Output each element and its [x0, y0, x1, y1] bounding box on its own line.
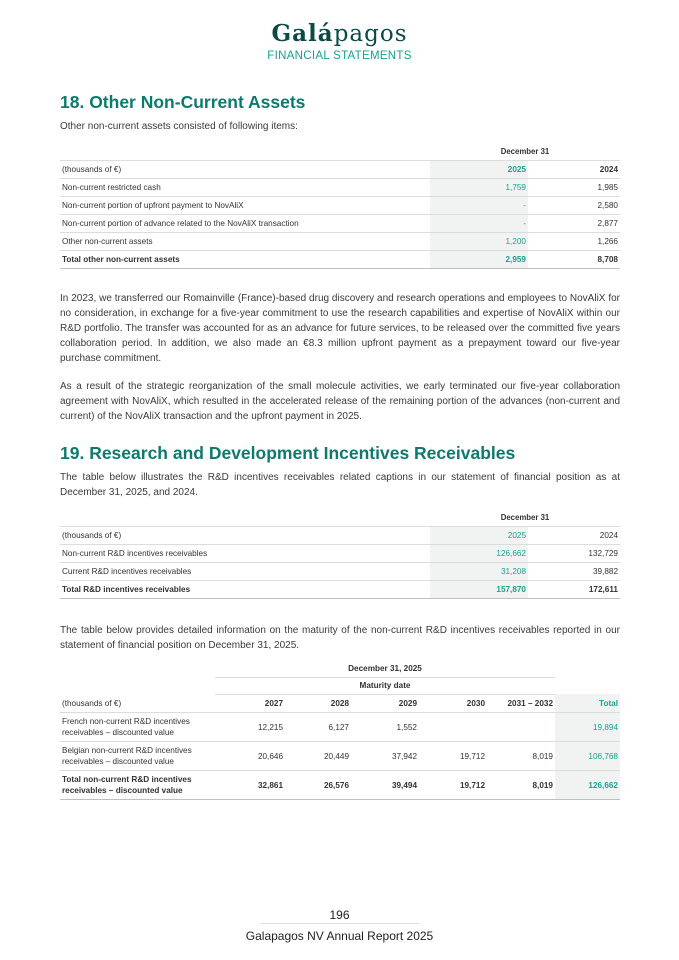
col-2025-header: 2025: [430, 161, 528, 179]
section-18-intro: Other non-current assets consisted of following items:: [60, 121, 298, 132]
maturity-intro-paragraph: The table below provides detailed information on the maturity of the non-current R&D incentives receivables reported in our statement of financial position on December 31, 2025.: [60, 625, 620, 651]
unit-label: (thousands of €): [60, 694, 215, 713]
section-subtitle: FINANCIAL STATEMENTS: [267, 50, 412, 62]
period-header: December 31: [430, 143, 620, 161]
section-18-title: 18. Other Non-Current Assets: [60, 92, 306, 112]
table-row: Non-current R&D incentives receivables 126,662 132,729: [60, 545, 620, 563]
col-2025-header: 2025: [430, 527, 528, 545]
galapagos-logo: Galápagos: [271, 20, 408, 47]
novalix-termination-paragraph: As a result of the strategic reorganization of the small molecule activities, we early terminated our five-year collaboration agreement with NovAliX, which resulted in the accelerated release of the remaining portion of the advances (non-current and current) of the NovAliX transaction and the upfront payment in 2025.: [60, 381, 620, 422]
total-row: Total non-current R&D incentives receivables – discounted value 32,861 26,576 39,494 19,712 8,019 126,662: [60, 771, 620, 800]
page-footer: [0, 908, 679, 943]
table-row: Other non-current assets 1,200 1,266: [60, 233, 620, 251]
col-header: 2031 – 2032: [487, 694, 555, 713]
col-header-total: Total: [555, 694, 620, 713]
section-19-title: 19. Research and Development Incentives Receivables: [60, 443, 516, 463]
table-row: French non-current R&D incentives receivables – discounted value 12,215 6,127 1,552 19,894: [60, 713, 620, 742]
table-row: Belgian non-current R&D incentives receivables – discounted value 20,646 20,449 37,942 19,712 8,019 106,768: [60, 742, 620, 771]
unit-label: (thousands of €): [60, 527, 430, 545]
period-header: December 31, 2025: [215, 660, 555, 677]
col-header: 2030: [419, 694, 487, 713]
period-header: December 31: [430, 509, 620, 527]
maturity-date-header: Maturity date: [215, 677, 555, 694]
page-number: 196: [329, 908, 350, 922]
section-19-intro: The table below illustrates the R&D incentives receivables related captions in our statement of financial position as at December 31, 2025, and 2024.: [60, 472, 620, 498]
rd-incentives-receivables-table: [60, 509, 620, 599]
col-header: 2028: [285, 694, 351, 713]
other-non-current-assets-table: [60, 143, 620, 269]
total-row: Total other non-current assets 2,959 8,708: [60, 251, 620, 269]
total-row: Total R&D incentives receivables 157,870 172,611: [60, 581, 620, 599]
col-header: 2029: [351, 694, 419, 713]
table-row: Non-current restricted cash 1,759 1,985: [60, 179, 620, 197]
table-row: Non-current portion of advance related to the NovAliX transaction - 2,877: [60, 215, 620, 233]
page-header: [0, 20, 679, 62]
table-row: Current R&D incentives receivables 31,208 39,882: [60, 563, 620, 581]
report-title: Galapagos NV Annual Report 2025: [245, 929, 434, 943]
maturity-table: [60, 660, 620, 800]
unit-label: (thousands of €): [60, 161, 430, 179]
table-row: Non-current portion of upfront payment to NovAliX - 2,580: [60, 197, 620, 215]
footer-divider: [260, 923, 420, 924]
col-2024-header: 2024: [528, 161, 620, 179]
col-2024-header: 2024: [528, 527, 620, 545]
novalix-transfer-paragraph: In 2023, we transferred our Romainville (France)-based drug discovery and research operations and employees to NovAliX for no consideration, in exchange for a five-year commitment to use the research capabilities and expertise of NovAliX within our R&D portfolio. The transfer was accounted for as an advance for future services, to be released over the committed five years collaboration period. In addition, we also made an €8.3 million upfront payment as a prepayment toward our five-year purchase commitment.: [60, 293, 620, 364]
col-header: 2027: [215, 694, 285, 713]
